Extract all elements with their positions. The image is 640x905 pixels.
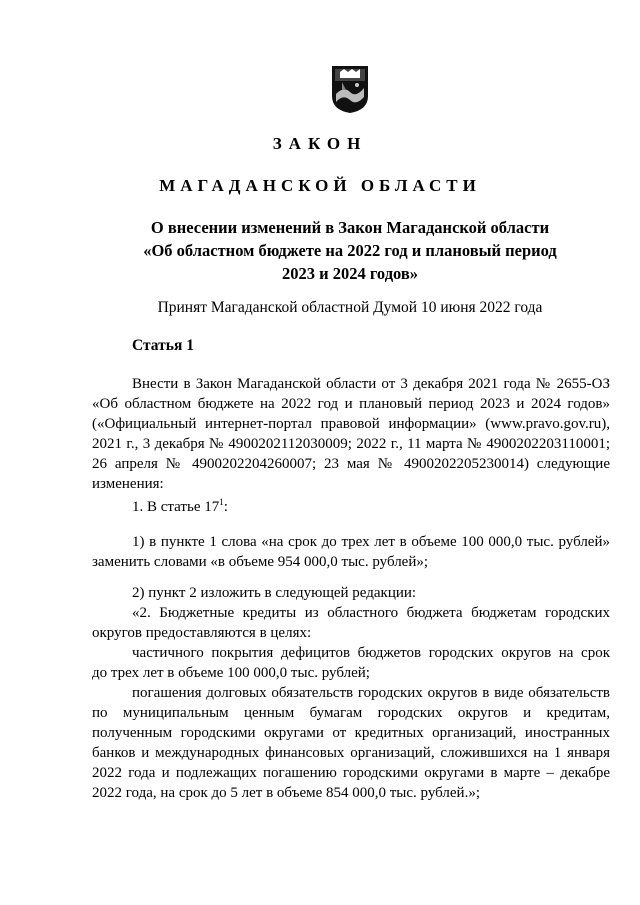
text-line: округов предоставляются в целях:: [92, 625, 312, 641]
law-heading: [90, 216, 610, 285]
heading-line: «Об областном бюджете на 2022 год и плановый период: [143, 241, 557, 260]
text-line: полученным городскими округами от кредитных организаций, иностранных: [92, 725, 610, 741]
intro-paragraph: [92, 374, 610, 494]
text-line: 2022 года и подлежащих погашению городскими округами в марте – декабре: [92, 765, 610, 781]
text-line: изменения:: [92, 476, 164, 492]
adoption-note: Принят Магаданской областной Думой 10 июня 2022 года: [157, 299, 543, 316]
text-line: Внести в Закон Магаданской области от 3 декабря 2021 года № 2655-ОЗ: [132, 376, 610, 392]
text-line: 26 апреля № 4900202204260007; 23 мая № 4900202205230014) следующие: [92, 456, 610, 472]
text-line: частичного покрытия дефицитов бюджетов городских округов на срок: [132, 645, 610, 661]
text-line: «Об областном бюджете на 2022 год и плановый период 2023 и 2024 годов»: [92, 396, 610, 412]
item-2-paragraph: [92, 583, 610, 803]
region-title: МАГАДАНСКОЙ ОБЛАСТИ: [159, 176, 481, 195]
section-1-heading: [92, 497, 610, 517]
text-line: («Официальный интернет-портал правовой информации» (www.pravo.gov.ru),: [92, 416, 610, 432]
section-label: 1. В статье 17: [132, 499, 220, 515]
text-line: 2022 года, на срок до 5 лет в объеме 854 000,0 тыс. рублей.»;: [92, 785, 480, 801]
heading-line: 2023 и 2024 годов»: [281, 264, 419, 283]
text-line: до трех лет в объеме 100 000,0 тыс. рублей;: [92, 665, 370, 681]
text-line: 2) пункт 2 изложить в следующей редакции:: [132, 585, 417, 601]
text-line: заменить словами «в объеме 954 000,0 тыс. рублей»;: [92, 554, 429, 570]
text-line: 2021 г., 3 декабря № 4900202112030009; 2022 г., 11 марта № 4900202203110001;: [92, 436, 610, 452]
heading-line: О внесении изменений в Закон Магаданской области: [150, 218, 550, 237]
section-tail: :: [223, 499, 228, 515]
text-line: банков и международных финансовых организаций, сложившихся на 1 января: [92, 745, 610, 761]
text-line: 1) в пункте 1 слова «на срок до трех лет в объеме 100 000,0 тыс. рублей»: [132, 534, 610, 550]
section-superscript: 1: [219, 497, 224, 507]
law-title: ЗАКОН: [272, 134, 368, 153]
text-line: погашения долговых обязательств городских округов в виде обязательств: [132, 685, 610, 701]
item-1-paragraph: [92, 532, 610, 572]
text-line: по муниципальным ценным бумагам городских округов и кредитам,: [92, 705, 610, 721]
coat-of-arms-icon: [330, 64, 370, 114]
text-line: «2. Бюджетные кредиты из областного бюджета бюджетам городских: [132, 605, 610, 621]
article-title: Статья 1: [132, 337, 194, 354]
